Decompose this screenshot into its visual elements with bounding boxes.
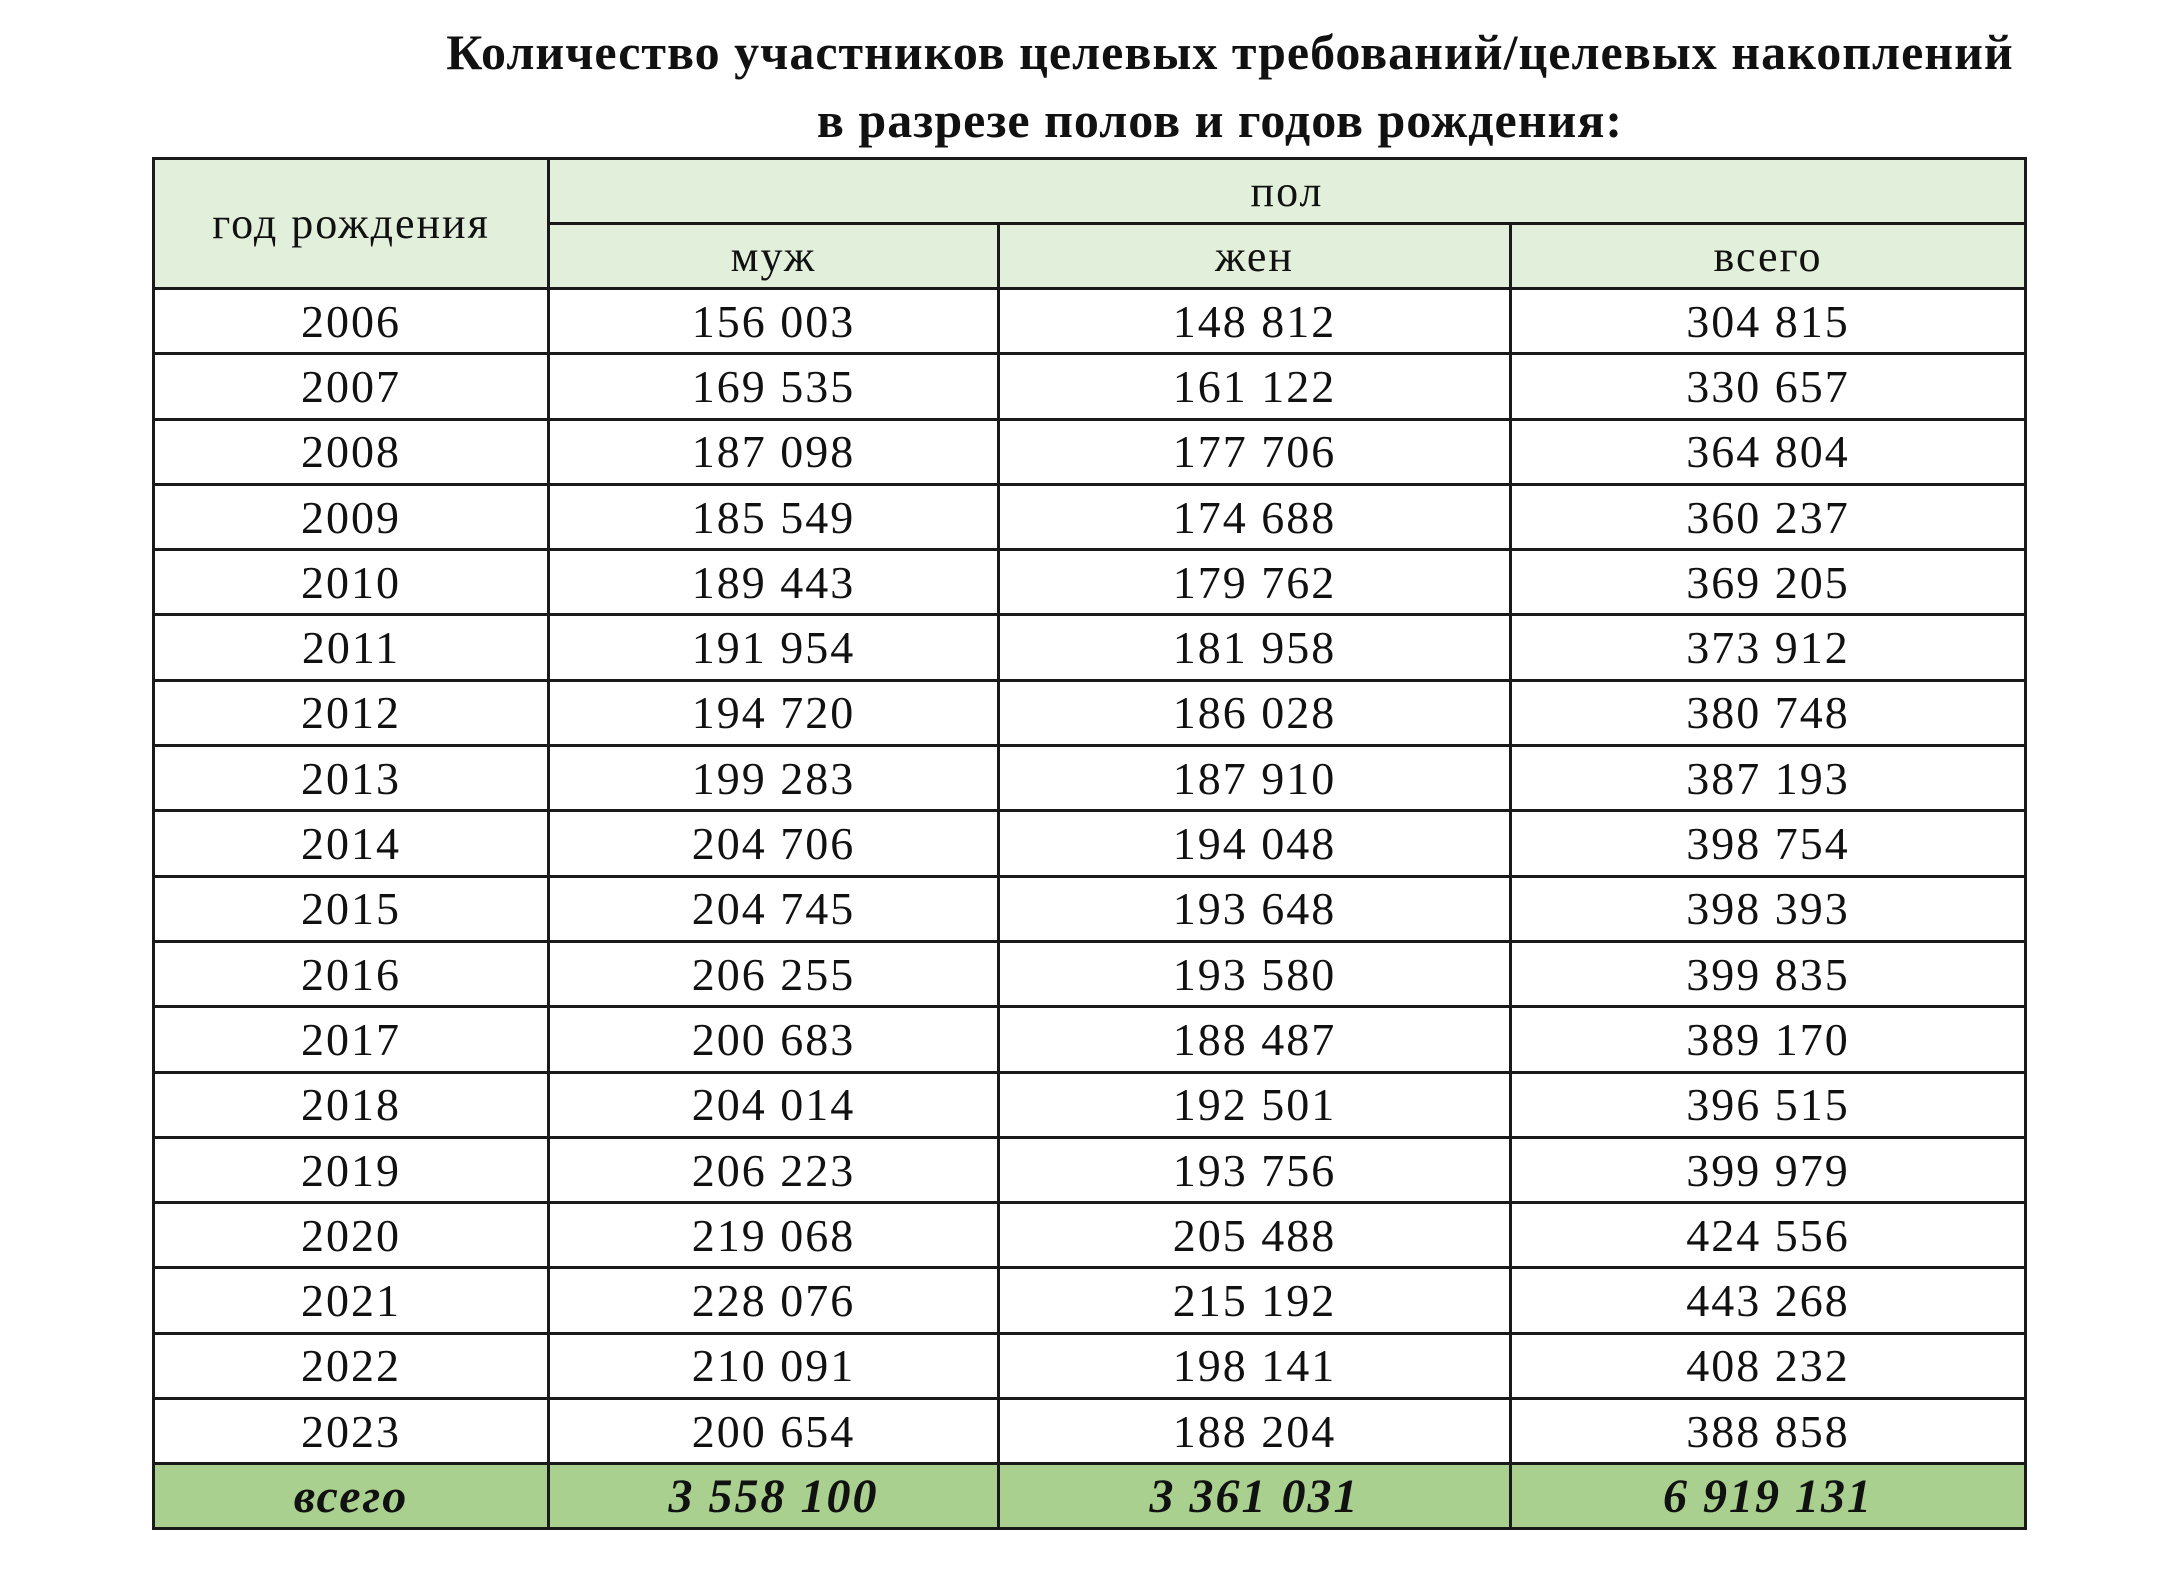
cell-female: 193 580 <box>999 941 1511 1006</box>
table-row <box>154 746 2026 811</box>
table-row <box>154 1007 2026 1072</box>
table-body <box>154 289 2026 1464</box>
table-row <box>154 1203 2026 1268</box>
cell-female: 186 028 <box>999 680 1511 745</box>
cell-birth-year: 2012 <box>154 680 549 745</box>
cell-female: 161 122 <box>999 354 1511 419</box>
table-row <box>154 484 2026 549</box>
cell-birth-year: 2015 <box>154 876 549 941</box>
cell-female: 187 910 <box>999 746 1511 811</box>
cell-male: 185 549 <box>549 484 999 549</box>
cell-female: 188 487 <box>999 1007 1511 1072</box>
cell-total: 369 205 <box>1511 550 2026 615</box>
page-title <box>0 18 2160 154</box>
cell-birth-year: 2017 <box>154 1007 549 1072</box>
table-footer <box>154 1464 2026 1529</box>
totals-female: 3 361 031 <box>999 1464 1511 1529</box>
table-row <box>154 1137 2026 1202</box>
cell-male: 169 535 <box>549 354 999 419</box>
cell-female: 179 762 <box>999 550 1511 615</box>
cell-male: 210 091 <box>549 1333 999 1398</box>
cell-total: 360 237 <box>1511 484 2026 549</box>
cell-total: 408 232 <box>1511 1333 2026 1398</box>
totals-all: 6 919 131 <box>1511 1464 2026 1529</box>
cell-female: 193 648 <box>999 876 1511 941</box>
header-total: всего <box>1511 224 2026 289</box>
cell-male: 206 255 <box>549 941 999 1006</box>
header-birth-year: год рождения <box>154 159 549 289</box>
cell-birth-year: 2018 <box>154 1072 549 1137</box>
cell-total: 388 858 <box>1511 1399 2026 1464</box>
cell-male: 219 068 <box>549 1203 999 1268</box>
cell-female: 215 192 <box>999 1268 1511 1333</box>
table-row <box>154 680 2026 745</box>
cell-female: 188 204 <box>999 1399 1511 1464</box>
cell-male: 187 098 <box>549 419 999 484</box>
cell-female: 205 488 <box>999 1203 1511 1268</box>
cell-birth-year: 2008 <box>154 419 549 484</box>
cell-total: 364 804 <box>1511 419 2026 484</box>
cell-birth-year: 2010 <box>154 550 549 615</box>
table-row <box>154 876 2026 941</box>
participants-table <box>152 157 2027 1530</box>
header-gender-group: пол <box>549 159 2026 224</box>
cell-birth-year: 2023 <box>154 1399 549 1464</box>
cell-total: 396 515 <box>1511 1072 2026 1137</box>
cell-total: 398 754 <box>1511 811 2026 876</box>
table-header <box>154 159 2026 289</box>
cell-total: 399 835 <box>1511 941 2026 1006</box>
cell-female: 174 688 <box>999 484 1511 549</box>
cell-male: 156 003 <box>549 289 999 354</box>
table-row <box>154 354 2026 419</box>
table-row <box>154 550 2026 615</box>
table-row <box>154 941 2026 1006</box>
cell-female: 194 048 <box>999 811 1511 876</box>
cell-total: 443 268 <box>1511 1268 2026 1333</box>
cell-male: 200 654 <box>549 1399 999 1464</box>
table-row <box>154 289 2026 354</box>
cell-male: 206 223 <box>549 1137 999 1202</box>
cell-total: 380 748 <box>1511 680 2026 745</box>
header-male: муж <box>549 224 999 289</box>
cell-male: 200 683 <box>549 1007 999 1072</box>
cell-female: 148 812 <box>999 289 1511 354</box>
cell-total: 424 556 <box>1511 1203 2026 1268</box>
cell-female: 198 141 <box>999 1333 1511 1398</box>
cell-male: 194 720 <box>549 680 999 745</box>
cell-male: 199 283 <box>549 746 999 811</box>
cell-total: 399 979 <box>1511 1137 2026 1202</box>
cell-total: 304 815 <box>1511 289 2026 354</box>
cell-male: 189 443 <box>549 550 999 615</box>
cell-female: 193 756 <box>999 1137 1511 1202</box>
cell-birth-year: 2020 <box>154 1203 549 1268</box>
totals-male: 3 558 100 <box>549 1464 999 1529</box>
totals-row <box>154 1464 2026 1529</box>
cell-male: 204 014 <box>549 1072 999 1137</box>
table-row <box>154 419 2026 484</box>
totals-label: всего <box>154 1464 549 1529</box>
cell-male: 191 954 <box>549 615 999 680</box>
cell-birth-year: 2014 <box>154 811 549 876</box>
cell-male: 204 706 <box>549 811 999 876</box>
cell-male: 228 076 <box>549 1268 999 1333</box>
cell-birth-year: 2019 <box>154 1137 549 1202</box>
cell-birth-year: 2006 <box>154 289 549 354</box>
cell-male: 204 745 <box>549 876 999 941</box>
cell-female: 177 706 <box>999 419 1511 484</box>
header-female: жен <box>999 224 1511 289</box>
cell-birth-year: 2021 <box>154 1268 549 1333</box>
table-row <box>154 1333 2026 1398</box>
title-line-1: Количество участников целевых требований/целевых накоплений <box>446 24 2014 80</box>
cell-birth-year: 2007 <box>154 354 549 419</box>
cell-female: 181 958 <box>999 615 1511 680</box>
table-row <box>154 615 2026 680</box>
cell-birth-year: 2022 <box>154 1333 549 1398</box>
cell-total: 398 393 <box>1511 876 2026 941</box>
cell-total: 387 193 <box>1511 746 2026 811</box>
cell-birth-year: 2016 <box>154 941 549 1006</box>
cell-birth-year: 2013 <box>154 746 549 811</box>
cell-total: 373 912 <box>1511 615 2026 680</box>
cell-birth-year: 2011 <box>154 615 549 680</box>
table-row <box>154 1268 2026 1333</box>
table-row <box>154 1399 2026 1464</box>
cell-female: 192 501 <box>999 1072 1511 1137</box>
cell-total: 330 657 <box>1511 354 2026 419</box>
cell-birth-year: 2009 <box>154 484 549 549</box>
cell-total: 389 170 <box>1511 1007 2026 1072</box>
title-line-2: в разрезе полов и годов рождения: <box>816 92 1624 148</box>
table-row <box>154 1072 2026 1137</box>
table-row <box>154 811 2026 876</box>
